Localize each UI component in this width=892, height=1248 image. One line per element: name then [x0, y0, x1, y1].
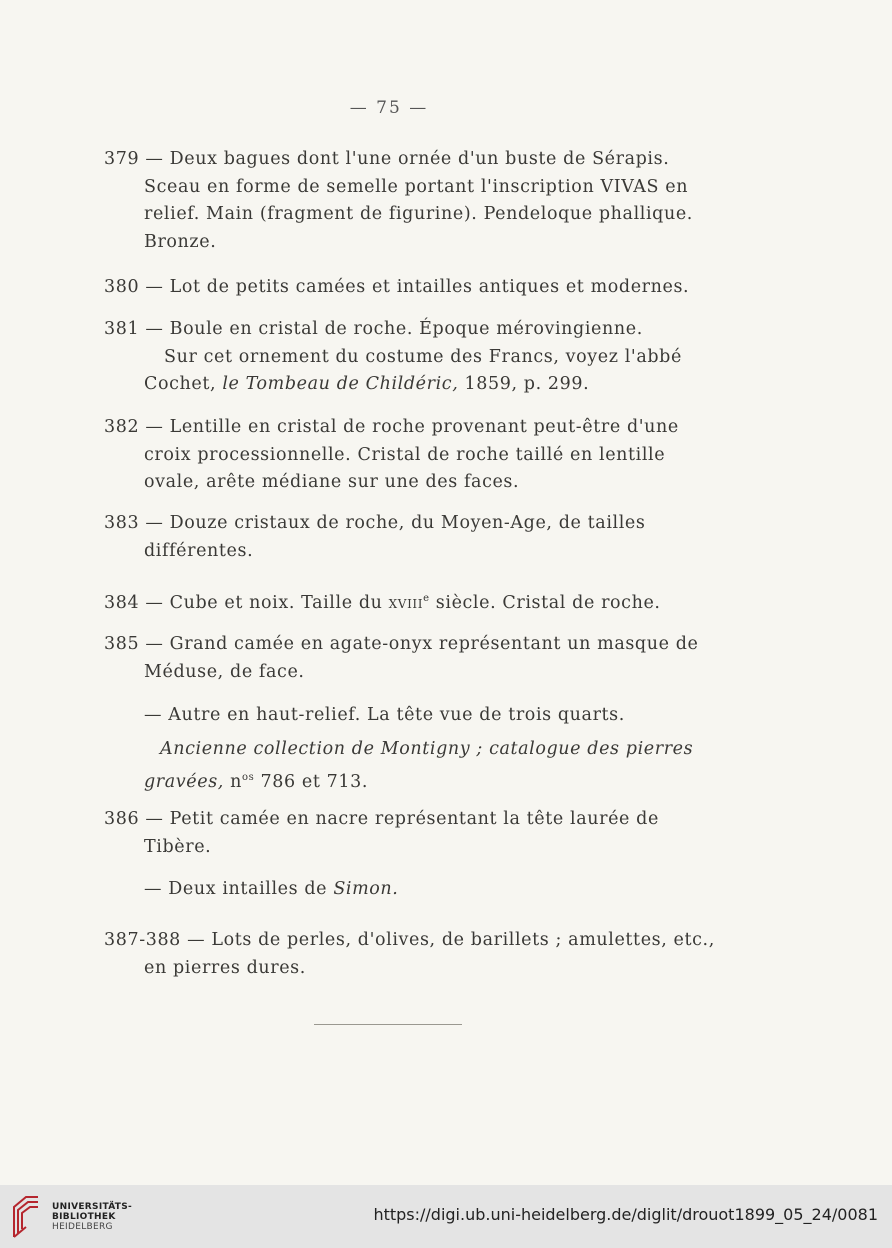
entry-381 [104, 316, 682, 399]
entry-line: 379 — Deux bagues dont l'une ornée d'un buste de Sérapis. [104, 149, 670, 169]
entry-line: 381 — Boule en cristal de roche. Époque mérovingienne. [104, 319, 643, 339]
text: — Deux intailles de [144, 879, 334, 899]
entry-379 [104, 146, 693, 256]
logo-line: UNIVERSITÄTS- [52, 1202, 133, 1212]
superscript: e [423, 593, 430, 604]
italic-text: gravées, [144, 771, 224, 792]
text: 1859, p. 299. [458, 374, 590, 394]
entry-387-388 [104, 927, 715, 982]
end-rule [314, 1024, 462, 1025]
entry-385-sub [144, 702, 676, 730]
superscript: os [242, 771, 255, 783]
entry-line: ovale, arête médiane sur une des faces. [144, 472, 520, 492]
entry-line: 385 — Grand camée en agate-onyx représentant un masque de [104, 634, 699, 654]
entry-386-sub [144, 876, 676, 904]
entry-note-line: Sur cet ornement du costume des Francs, voyez l'abbé [164, 346, 682, 367]
entry-line: 382 — Lentille en cristal de roche provenant peut-être d'une [104, 417, 679, 437]
page-number: — 75 — [349, 98, 429, 118]
logo-line: HEIDELBERG [52, 1222, 113, 1232]
entry-383 [104, 510, 676, 565]
text: siècle. Cristal de roche. [429, 592, 661, 613]
entry-line: 383 — Douze cristaux de roche, du Moyen-Age, de tailles [104, 513, 646, 533]
italic-text: Simon. [333, 879, 399, 899]
entry-line: croix processionnelle. Cristal de roche taillé en lentille [144, 444, 666, 465]
logo-line: BIBLIOTHEK [52, 1212, 116, 1222]
entry-line: différentes. [144, 540, 254, 561]
entry-line: Bronze. [144, 231, 217, 252]
entry-384 [104, 585, 676, 617]
entry-385-note [104, 736, 694, 796]
entry-note-line [104, 371, 676, 399]
library-logo-icon [10, 1193, 42, 1239]
century-numeral: xviii [388, 592, 424, 613]
entry-line: 387-388 — Lots de perles, d'olives, de barillets ; amulettes, etc., [104, 930, 715, 950]
italic-title: le Tombeau de Childéric, [222, 374, 459, 394]
text: 384 — Cube et noix. Taille du [104, 592, 389, 613]
note-line [104, 764, 676, 796]
text: Cochet, [144, 374, 223, 394]
text: 786 et 713. [254, 771, 369, 792]
entry-line: 380 — Lot de petits camées et intailles antiques et modernes. [104, 277, 690, 297]
entry-line: Méduse, de face. [144, 661, 305, 682]
entry-line: 386 — Petit camée en nacre représentant la tête laurée de [104, 809, 659, 829]
library-logo-text [52, 1202, 132, 1232]
footer-bar [0, 1185, 892, 1248]
entry-line: en pierres dures. [144, 957, 306, 978]
entry-382 [104, 414, 679, 497]
entry-386 [104, 806, 676, 861]
entry-385 [104, 631, 699, 686]
entry-line: Sceau en forme de semelle portant l'inscription VIVAS en [144, 176, 689, 197]
text: n [223, 771, 242, 792]
sub-entry-line: — Autre en haut-relief. La tête vue de trois quarts. [144, 705, 625, 725]
entry-line [104, 585, 676, 617]
entry-line: Tibère. [144, 836, 212, 857]
entry-380 [104, 274, 690, 302]
entry-line: relief. Main (fragment de figurine). Pendeloque phallique. [144, 204, 693, 224]
source-url-link[interactable]: https://digi.ub.uni-heidelberg.de/diglit/drouot1899_05_24/0081 [373, 1205, 878, 1224]
note-line: Ancienne collection de Montigny ; catalogue des pierres [160, 739, 694, 759]
sub-entry-line [144, 876, 676, 904]
